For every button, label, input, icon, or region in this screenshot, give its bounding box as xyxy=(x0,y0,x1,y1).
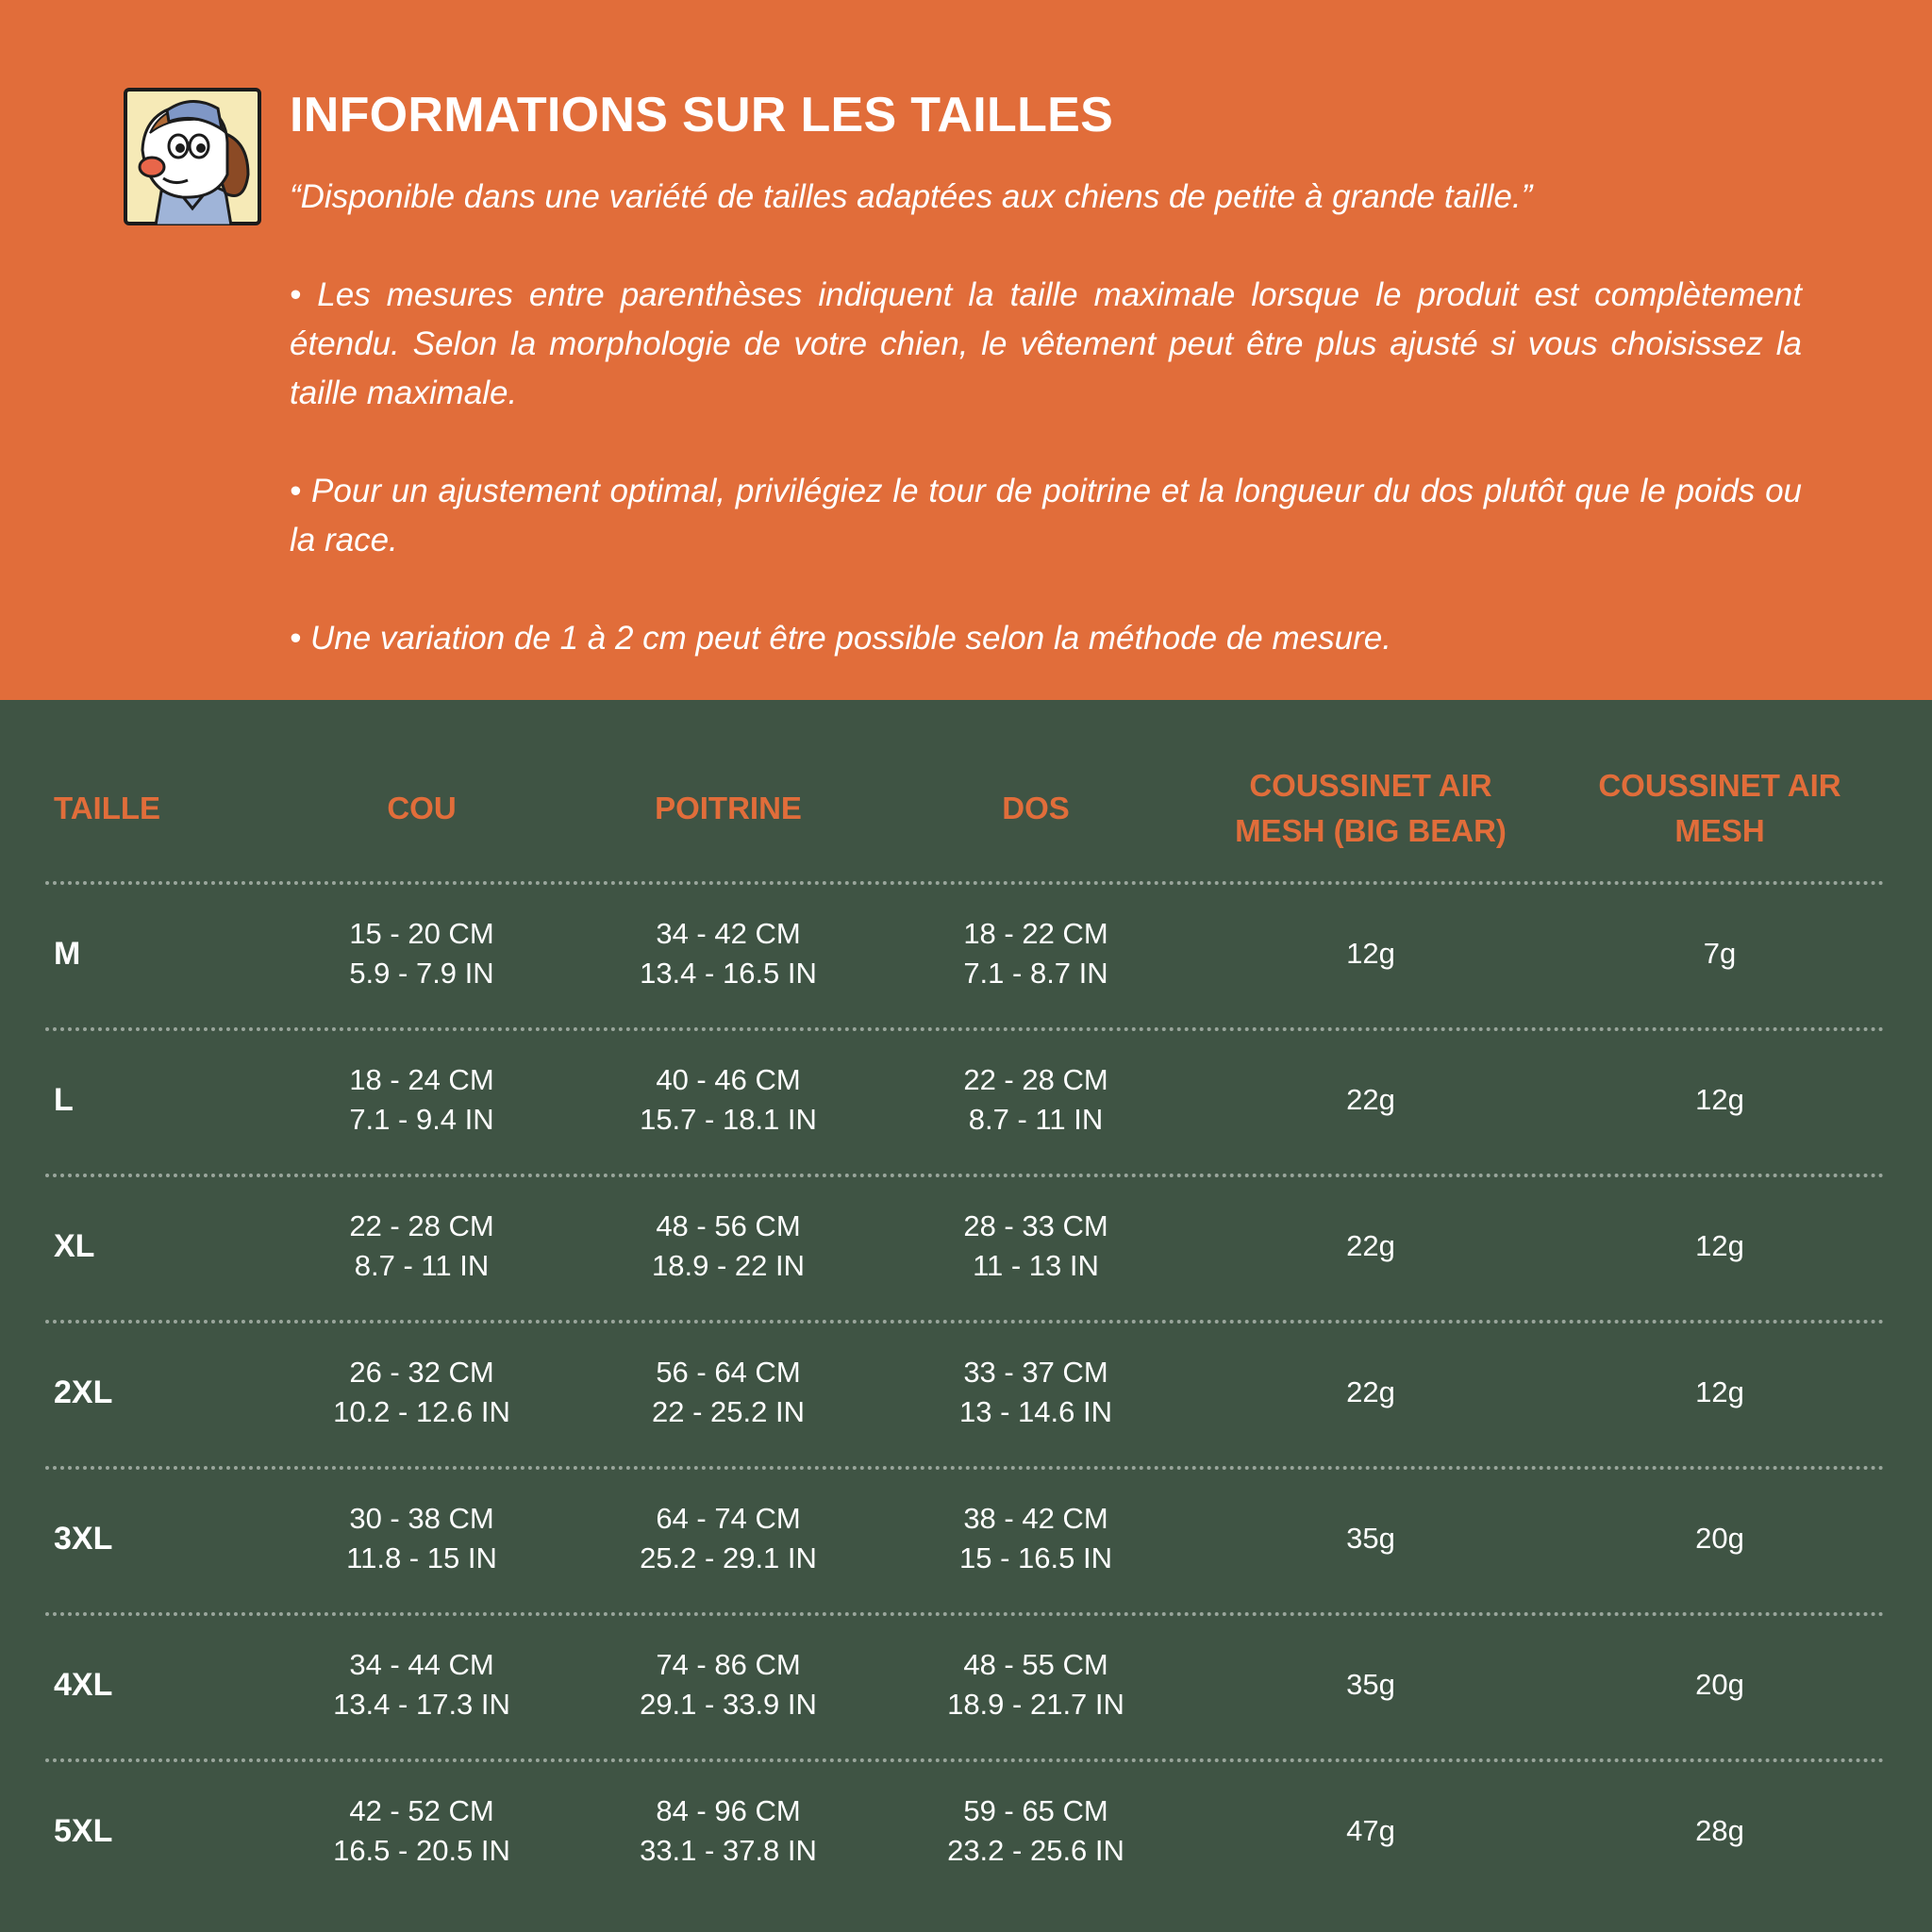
big-bear-weight: 22g xyxy=(1346,1228,1395,1262)
cm-value: 34 - 42 CM xyxy=(656,916,801,950)
table-row xyxy=(0,1026,1932,1173)
dos-cell xyxy=(894,1026,1177,1173)
dos-cell xyxy=(894,880,1177,1026)
cm-value: 22 - 28 CM xyxy=(963,1062,1108,1096)
poitrine-cell xyxy=(587,1173,870,1319)
in-value: 16.5 - 20.5 IN xyxy=(333,1833,510,1867)
air-mesh-weight: 7g xyxy=(1703,936,1737,970)
cou-cell xyxy=(280,1026,563,1173)
dos-cell xyxy=(894,1319,1177,1465)
air-mesh-weight: 12g xyxy=(1695,1082,1744,1116)
cm-value: 40 - 46 CM xyxy=(656,1062,801,1096)
column-header-taille: TAILLE xyxy=(54,791,161,825)
in-value: 18.9 - 22 IN xyxy=(652,1248,805,1282)
size-label: M xyxy=(54,935,81,972)
cou-cell xyxy=(280,880,563,1026)
dos-cell xyxy=(894,1173,1177,1319)
size-table xyxy=(0,700,1932,1932)
size-label: 5XL xyxy=(54,1812,113,1849)
in-value: 23.2 - 25.6 IN xyxy=(947,1833,1124,1867)
column-header-air-mesh: COUSSINET AIR MESH xyxy=(1598,768,1841,848)
cm-value: 22 - 28 CM xyxy=(349,1208,494,1242)
size-label: XL xyxy=(54,1227,95,1264)
poitrine-cell xyxy=(587,1465,870,1611)
big-bear-weight: 35g xyxy=(1346,1521,1395,1555)
in-value: 11 - 13 IN xyxy=(973,1248,1099,1282)
in-value: 7.1 - 9.4 IN xyxy=(349,1102,494,1136)
table-row xyxy=(0,1465,1932,1611)
big-bear-weight: 35g xyxy=(1346,1667,1395,1701)
table-row xyxy=(0,1757,1932,1904)
cm-value: 34 - 44 CM xyxy=(349,1647,494,1681)
cm-value: 15 - 20 CM xyxy=(349,916,494,950)
in-value: 13.4 - 17.3 IN xyxy=(333,1687,510,1721)
dos-cell xyxy=(894,1611,1177,1757)
poitrine-cell xyxy=(587,1026,870,1173)
column-header-poitrine: POITRINE xyxy=(655,791,802,825)
air-mesh-weight: 12g xyxy=(1695,1374,1744,1408)
cm-value: 84 - 96 CM xyxy=(656,1793,801,1827)
air-mesh-weight: 20g xyxy=(1695,1521,1744,1555)
intro-quote: “Disponible dans une variété de tailles adaptées aux chiens de petite à grande taille.” xyxy=(290,178,1533,215)
header-banner xyxy=(0,0,1932,700)
in-value: 10.2 - 12.6 IN xyxy=(333,1394,510,1428)
in-value: 18.9 - 21.7 IN xyxy=(947,1687,1124,1721)
cm-value: 18 - 22 CM xyxy=(963,916,1108,950)
cm-value: 48 - 55 CM xyxy=(963,1647,1108,1681)
size-label: 2XL xyxy=(54,1374,113,1410)
poitrine-cell xyxy=(587,1319,870,1465)
in-value: 15 - 16.5 IN xyxy=(959,1541,1112,1574)
cm-value: 38 - 42 CM xyxy=(963,1501,1108,1535)
air-mesh-weight: 20g xyxy=(1695,1667,1744,1701)
air-mesh-weight: 12g xyxy=(1695,1228,1744,1262)
intro-text xyxy=(290,173,1802,663)
table-row xyxy=(0,1611,1932,1757)
cm-value: 59 - 65 CM xyxy=(963,1793,1108,1827)
in-value: 29.1 - 33.9 IN xyxy=(640,1687,817,1721)
table-row xyxy=(0,1319,1932,1465)
big-bear-weight: 47g xyxy=(1346,1813,1395,1847)
page-title: INFORMATIONS SUR LES TAILLES xyxy=(290,88,1114,142)
cou-cell xyxy=(280,1757,563,1904)
cm-value: 64 - 74 CM xyxy=(656,1501,801,1535)
cm-value: 30 - 38 CM xyxy=(349,1501,494,1535)
cm-value: 28 - 33 CM xyxy=(963,1208,1108,1242)
in-value: 33.1 - 37.8 IN xyxy=(640,1833,817,1867)
poitrine-cell xyxy=(587,1757,870,1904)
in-value: 7.1 - 8.7 IN xyxy=(963,956,1108,990)
cm-value: 56 - 64 CM xyxy=(656,1355,801,1389)
table-row xyxy=(0,1173,1932,1319)
column-header-dos: DOS xyxy=(1002,791,1070,825)
cm-value: 42 - 52 CM xyxy=(349,1793,494,1827)
size-label: 4XL xyxy=(54,1666,113,1703)
dos-cell xyxy=(894,1757,1177,1904)
dos-cell xyxy=(894,1465,1177,1611)
poitrine-cell xyxy=(587,880,870,1026)
cm-value: 18 - 24 CM xyxy=(349,1062,494,1096)
in-value: 25.2 - 29.1 IN xyxy=(640,1541,817,1574)
in-value: 15.7 - 18.1 IN xyxy=(640,1102,817,1136)
size-label: 3XL xyxy=(54,1520,113,1557)
in-value: 8.7 - 11 IN xyxy=(354,1248,490,1282)
cm-value: 33 - 37 CM xyxy=(963,1355,1108,1389)
big-bear-weight: 12g xyxy=(1346,936,1395,970)
in-value: 13.4 - 16.5 IN xyxy=(640,956,817,990)
note-paragraph: • Pour un ajustement optimal, privilégiez le tour de poitrine et la longueur du dos plutôt que le poids ou la race. xyxy=(290,473,1802,558)
dog-mascot-icon xyxy=(124,88,261,225)
cou-cell xyxy=(280,1611,563,1757)
in-value: 11.8 - 15 IN xyxy=(346,1541,497,1574)
note-paragraph: • Une variation de 1 à 2 cm peut être possible selon la méthode de mesure. xyxy=(290,620,1391,657)
cm-value: 26 - 32 CM xyxy=(349,1355,494,1389)
in-value: 13 - 14.6 IN xyxy=(959,1394,1112,1428)
big-bear-weight: 22g xyxy=(1346,1374,1395,1408)
cou-cell xyxy=(280,1173,563,1319)
cm-value: 74 - 86 CM xyxy=(656,1647,801,1681)
column-header-big-bear: COUSSINET AIR MESH (BIG BEAR) xyxy=(1235,768,1507,848)
in-value: 8.7 - 11 IN xyxy=(968,1102,1104,1136)
column-header-cou: COU xyxy=(387,791,457,825)
air-mesh-weight: 28g xyxy=(1695,1813,1744,1847)
cm-value: 48 - 56 CM xyxy=(656,1208,801,1242)
size-label: L xyxy=(54,1081,74,1118)
table-header xyxy=(0,752,1932,865)
note-paragraph: • Les mesures entre parenthèses indiquent la taille maximale lorsque le produit est complètement étendu. Selon la morphologie de votre chien, le vêtement peut être plus ajusté si vous choisissez la taille maximale. xyxy=(290,276,1802,411)
in-value: 22 - 25.2 IN xyxy=(652,1394,805,1428)
poitrine-cell xyxy=(587,1611,870,1757)
big-bear-weight: 22g xyxy=(1346,1082,1395,1116)
table-row xyxy=(0,880,1932,1026)
cou-cell xyxy=(280,1319,563,1465)
in-value: 5.9 - 7.9 IN xyxy=(349,956,494,990)
cou-cell xyxy=(280,1465,563,1611)
